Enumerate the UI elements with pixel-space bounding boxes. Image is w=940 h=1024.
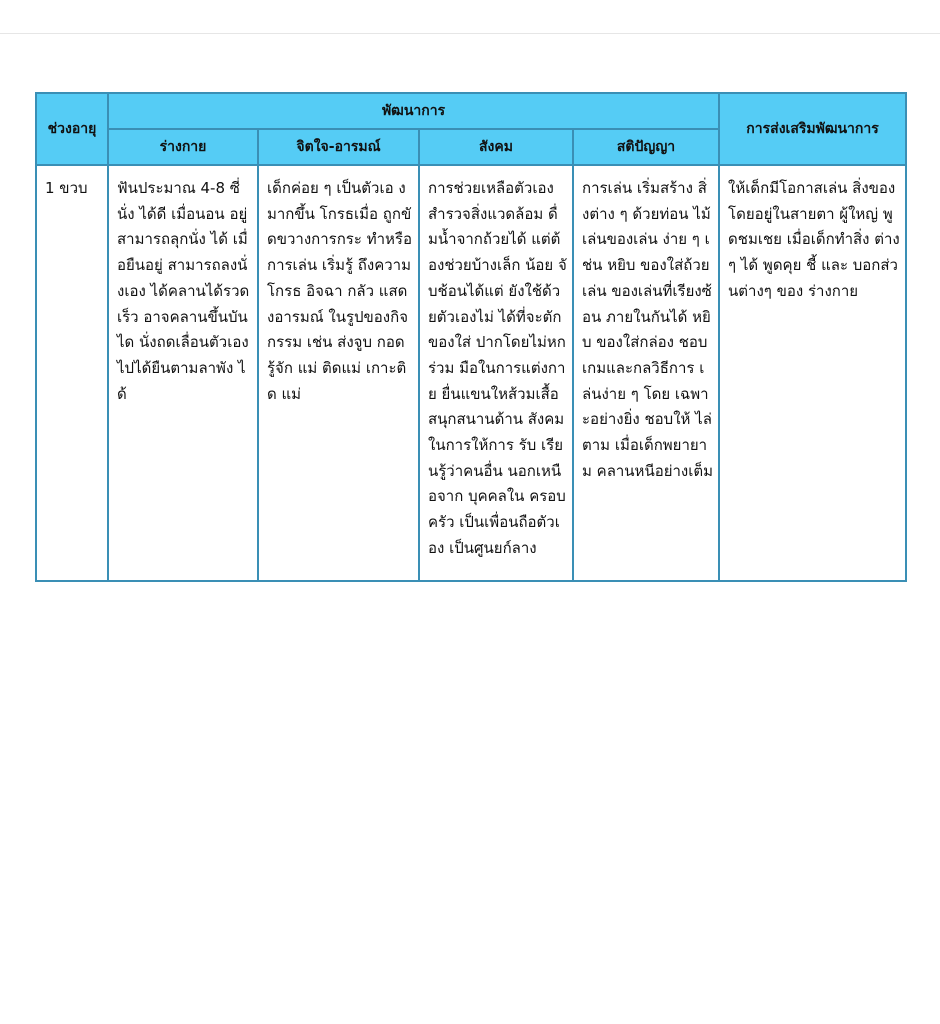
physical-header: ร่างกาย (108, 129, 258, 165)
social-header: สังคม (419, 129, 573, 165)
development-header: พัฒนาการ (108, 93, 719, 129)
emotional-cell: เด็กค่อย ๆ เป็นตัวเอ งมากขึ้น โกรธเมื่อ ถูกขัดขวางการกระ ทำหรือการเล่น เริ่มรู้ ถึงความโกรธ อิจฉา กลัว แสดงอารมณ์ ในรูปของกิจกรรม เช่น ส่งจูบ กอด รู้จัก แม่ ติดแม่ เกาะติด แม่ (258, 165, 419, 581)
physical-cell: ฟันประมาณ 4-8 ซี่ นั่ง ได้ดี เมื่อนอน อยู่สามารถลุกนั่ง ได้ เมื่อยืนอยู่ สามารถลงนั่งเอง ได้คลานได้รวดเร็ว อาจคลานขึ้นบันได นั่งถดเลื่อนตัวเอง ไปได้ยืนตามลาพัง ได้ (108, 165, 258, 581)
age-header: ช่วงอายุ (36, 93, 108, 165)
emotional-header: จิตใจ-อารมณ์ (258, 129, 419, 165)
intellect-header: สติปัญญา (573, 129, 719, 165)
promotion-cell: ให้เด็กมีโอกาสเล่น สิ่งของโดยอยู่ในสายตา ผู้ใหญ่ พูดชมเชย เมื่อเด็กทำสิ่ง ต่างๆ ได้ พูดคุย ชี้ และ บอกส่วนต่างๆ ของ ร่างกาย (719, 165, 906, 581)
promotion-header: การส่งเสริมพัฒนาการ (719, 93, 906, 165)
table-row (36, 165, 906, 581)
intellect-cell: การเล่น เริ่มสร้าง สิ่งต่าง ๆ ด้วยท่อน ไม้ เล่นของเล่น ง่าย ๆ เช่น หยิบ ของใส่ถ้วย เล่น ของเล่นที่เรียงซ้อน ภายในกันได้ หยิบ ของใส่กล่อง ชอบ เกมและกลวิธีการ เล่นง่าย ๆ โดย เฉพาะอย่างยิ่ง ชอบให้ ไล่ตาม เมื่อเด็กพยายาม คลานหนีอย่างเต็ม (573, 165, 719, 581)
top-divider (0, 33, 940, 34)
development-table (35, 92, 907, 582)
header-row (36, 93, 906, 129)
social-cell: การช่วยเหลือตัวเอง สำรวจสิ่งแวดล้อม ดื่มน้ำจากถ้วยได้ แต่ต้องช่วยบ้างเล็ก น้อย จับช้อนได้แต่ ยังใช้ด้วยตัวเองไม่ ได้ที่จะตักของใส่ ปากโดยไม่หก ร่วม มือในการแต่งกาย ยื่นแขนใหส้วมเสื้อ สนุกสนานด้าน สังคมในการให้การ รับ เรียนรู้ว่าคนอื่น นอกเหนือจาก บุคคลใน ครอบครัว เป็นเพื่อนถือตัวเอง เป็นศูนยก์ลาง (419, 165, 573, 581)
age-cell: 1 ขวบ (36, 165, 108, 581)
